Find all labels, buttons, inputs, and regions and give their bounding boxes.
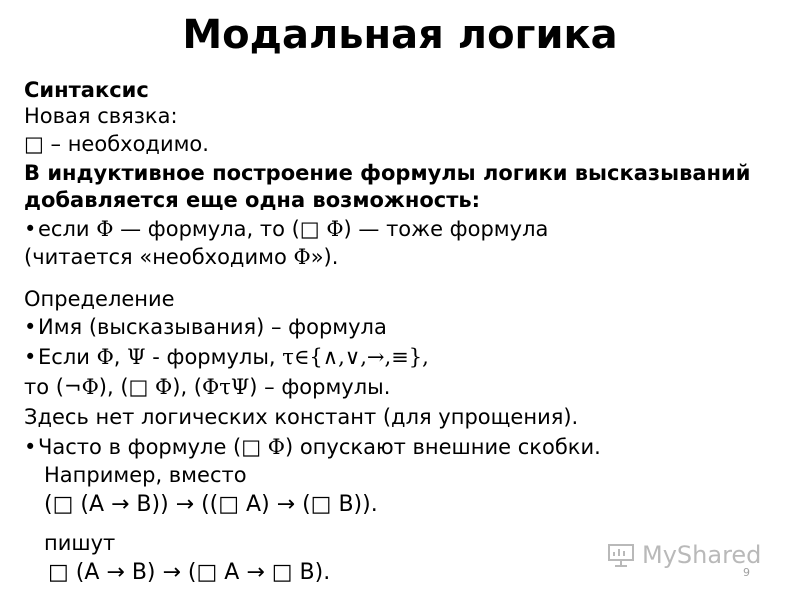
tau-symbol: τ: [219, 375, 231, 399]
reads-line: [24, 244, 338, 270]
write-line: пишут: [44, 531, 116, 555]
phi-symbol: Φ: [202, 375, 220, 399]
often-suffix: ) опускают внешние скобки.: [284, 435, 601, 459]
example-short-formula: □ (A → B) → (□ A → □ B).: [48, 560, 331, 585]
no-constants-line: Здесь нет логических констант (для упрощения).: [24, 405, 579, 429]
negation-symbol: ¬: [63, 375, 82, 399]
for-example-line: Например, вместо: [44, 463, 247, 487]
phi-symbol: Φ: [293, 245, 311, 269]
example-long-formula: (□ (A → B)) → ((□ A) → (□ B)).: [44, 492, 378, 517]
then-mid-1: ), (□: [98, 375, 156, 399]
bullet: •: [24, 345, 37, 369]
often-line: [24, 434, 601, 460]
box-symbol: □: [24, 132, 44, 156]
name-formula-line: [24, 314, 387, 340]
inductive-line-2: добавляется еще одна возможность:: [24, 188, 481, 212]
often-prefix: Часто в формуле (□: [38, 435, 268, 459]
page-title: Модальная логика: [182, 12, 618, 58]
new-connective-text: Новая связка:: [24, 104, 178, 128]
if-formulas-line: [24, 344, 429, 370]
phi-symbol: Φ: [155, 375, 173, 399]
comma: ,: [113, 345, 128, 369]
reads-suffix: »).: [310, 245, 339, 269]
box-definition-line: [24, 131, 209, 157]
psi-symbol: Ψ: [127, 345, 146, 369]
formula-mid: — формула, то (□: [113, 217, 327, 241]
formulas-tau: - формулы,: [145, 345, 283, 369]
formula-end: ) — тоже формула: [343, 217, 549, 241]
page-number: 9: [743, 566, 750, 579]
psi-symbol: Ψ: [230, 375, 250, 399]
tau-set: τ∈{∧,∨,→,≡},: [282, 345, 429, 369]
phi-symbol: Φ: [96, 345, 114, 369]
inductive-line-1: В индуктивное построение формулы логики высказываний: [24, 161, 751, 185]
if-cap: Если: [38, 345, 97, 369]
then-mid-2: ), (: [172, 375, 203, 399]
presentation-board-icon: [606, 542, 636, 568]
bullet: •: [24, 315, 37, 339]
phi-symbol: Φ: [267, 435, 285, 459]
phi-symbol: Φ: [96, 217, 114, 241]
phi-symbol: Φ: [81, 375, 99, 399]
then-end: ) – формулы.: [249, 375, 391, 399]
definition-heading: Определение: [24, 287, 175, 311]
then-prefix: то (: [24, 375, 64, 399]
if-prefix: если: [38, 217, 97, 241]
phi-symbol: Φ: [326, 217, 344, 241]
bullet: •: [24, 435, 37, 459]
bullet: •: [24, 217, 37, 241]
if-formula-line: [24, 216, 548, 242]
reads-prefix: (читается «необходимо: [24, 245, 294, 269]
necessary-text: – необходимо.: [43, 132, 209, 156]
name-formula-text: Имя (высказывания) – формула: [38, 315, 387, 339]
watermark-text: MyShared: [642, 541, 762, 569]
watermark: [606, 538, 766, 572]
syntax-heading: Синтаксис: [24, 78, 149, 102]
then-line: [24, 374, 390, 400]
